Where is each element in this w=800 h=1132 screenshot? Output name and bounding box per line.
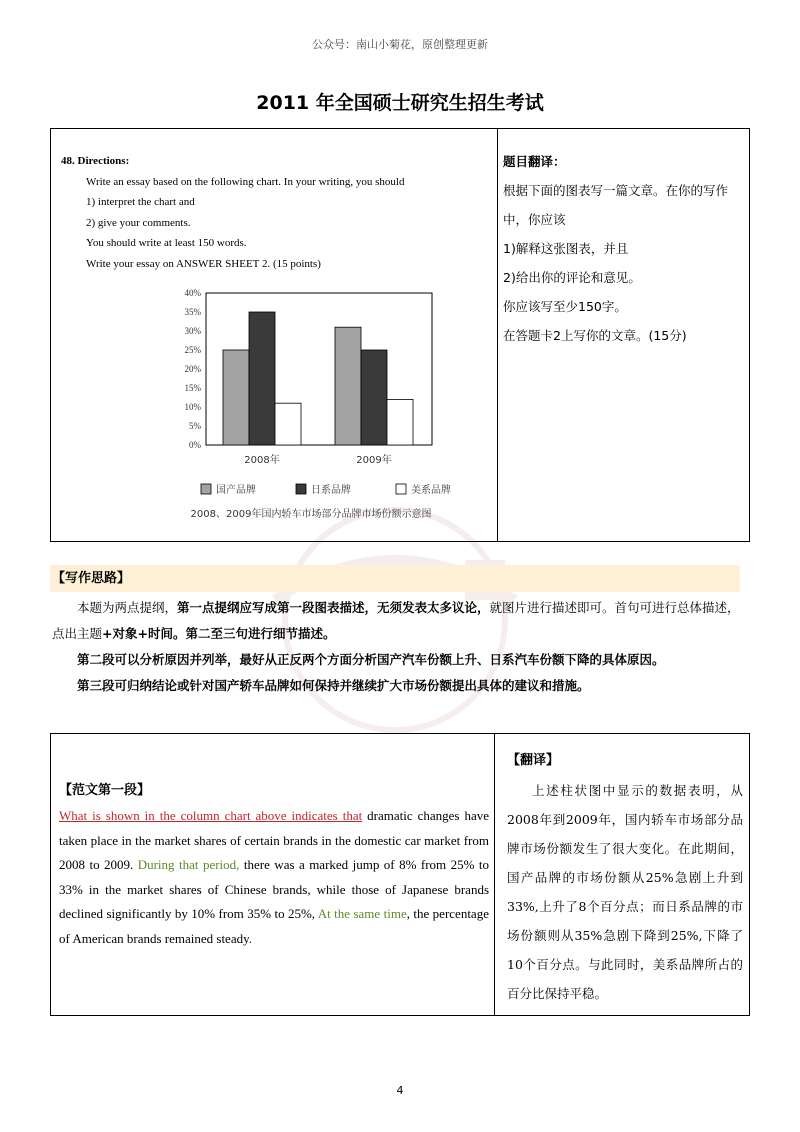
directions-line: Write your essay on ANSWER SHEET 2. (15 points) xyxy=(86,257,321,270)
bar-chart xyxy=(146,279,451,520)
y-tick-label: 25% xyxy=(184,345,201,355)
legend-label: 日系品牌 xyxy=(311,485,351,496)
y-tick-label: 35% xyxy=(184,307,201,317)
sample-paragraph xyxy=(59,804,489,952)
highlight-phrase: What is shown in the column chart above indicates that xyxy=(59,808,363,823)
legend-swatch xyxy=(296,484,306,494)
directions-line: 1) interpret the chart and xyxy=(86,196,195,208)
bar xyxy=(387,399,413,445)
translation-paragraph: 上述柱状图中显示的数据表明，从2008年到2009年，国内轿车市场部分品牌市场份额发生了很大变化。在此期间，国产品牌的市场份额从25%急剧上升到33%,上升了8个百分点；而日系品牌的市场份额则从35%急剧下降到25%,下降了10个百分点。与此同时，美系品牌所占的百分比保持平稳。 xyxy=(507,783,743,1001)
translation-line: 你应该写至少150字。 xyxy=(503,299,627,314)
y-tick-label: 5% xyxy=(189,421,201,431)
y-tick-label: 30% xyxy=(184,326,201,336)
directions-line: Write an essay based on the following chart. In your writing, you should xyxy=(86,175,405,188)
bar xyxy=(223,350,249,445)
y-tick-label: 10% xyxy=(184,402,201,412)
translation-line: 在答题卡2上写你的文章。(15分) xyxy=(503,328,687,343)
chart-title: 2008、2009年国内轿车市场部分品牌市场份额示意图 xyxy=(190,509,432,520)
text-run: 就图片进行描述即可。首句可进行总体描述，点出主题 xyxy=(52,600,740,641)
text-run: there was a marked jump of 8% from 25% to 33% in the market shares of Chinese brands, while those of Japanese brands declined significantly by 10% from 35% to 25%, xyxy=(59,857,489,922)
transition-phrase: During that period, xyxy=(137,857,240,873)
column-divider xyxy=(494,734,495,1015)
question-box xyxy=(50,128,750,542)
thinking-heading: 【写作思路】 xyxy=(50,565,740,592)
text-run: 第一点提纲应写成第一段图表描述，无须发表太多议论， xyxy=(177,600,490,615)
bar xyxy=(361,350,387,445)
transition-phrase: At the same time xyxy=(317,906,407,922)
page-title: 2011 年全国硕士研究生招生考试 xyxy=(256,92,544,114)
translation-line: 1)解释这张图表，并且 xyxy=(503,241,629,256)
question-translation xyxy=(503,147,743,350)
sample-box xyxy=(50,733,750,1016)
header-note: 公众号：南山小菊花，原创整理更新 xyxy=(312,38,488,51)
translation-line: 根据下面的图表写一篇文章。在你的写作中，你应该 xyxy=(503,183,729,227)
y-tick-label: 0% xyxy=(189,440,201,450)
legend-swatch xyxy=(201,484,211,494)
page-number: 4 xyxy=(396,1084,404,1097)
directions-line: 2) give your comments. xyxy=(86,216,191,229)
thinking-body xyxy=(52,595,752,699)
legend-swatch xyxy=(396,484,406,494)
x-tick-label: 2008年 xyxy=(244,455,280,466)
bar xyxy=(335,327,361,445)
text-run: +对象+时间。第二至三句进行细节描述。 xyxy=(102,626,336,641)
y-tick-label: 15% xyxy=(184,383,201,393)
directions-heading: Directions: xyxy=(77,155,130,167)
y-tick-label: 20% xyxy=(184,364,201,374)
column-divider xyxy=(497,129,498,541)
directions-line: You should write at least 150 words. xyxy=(86,237,247,249)
thinking-paragraph-1 xyxy=(52,595,752,647)
text-run: 本题为两点提纲， xyxy=(77,600,178,615)
sample-heading: 【范文第一段】 xyxy=(59,783,151,798)
translation-line: 2)给出你的评论和意见。 xyxy=(503,270,641,285)
text-run: , the percentage of American brands remained steady. xyxy=(59,906,489,946)
legend-label: 国产品牌 xyxy=(216,485,256,496)
y-tick-label: 40% xyxy=(184,288,201,298)
x-tick-label: 2009年 xyxy=(356,455,392,466)
bar xyxy=(275,403,301,445)
bar xyxy=(249,312,275,445)
translation-heading: 题目翻译： xyxy=(503,154,566,169)
legend-label: 美系品牌 xyxy=(411,485,451,496)
translation-heading: 【翻译】 xyxy=(507,753,560,768)
text-run: dramatic changes have taken place in the market shares of certain brands in the domestic car market from 2008 to 2009. xyxy=(59,808,489,873)
thinking-paragraph-3: 第三段可归纳结论或针对国产轿车品牌如何保持并继续扩大市场份额提出具体的建议和措施。 xyxy=(77,678,590,693)
question-number: 48. xyxy=(61,155,75,167)
thinking-paragraph-2: 第二段可以分析原因并列举，最好从正反两个方面分析国产汽车份额上升、日系汽车份额下降的具体原因。 xyxy=(77,652,665,667)
directions xyxy=(61,151,405,274)
